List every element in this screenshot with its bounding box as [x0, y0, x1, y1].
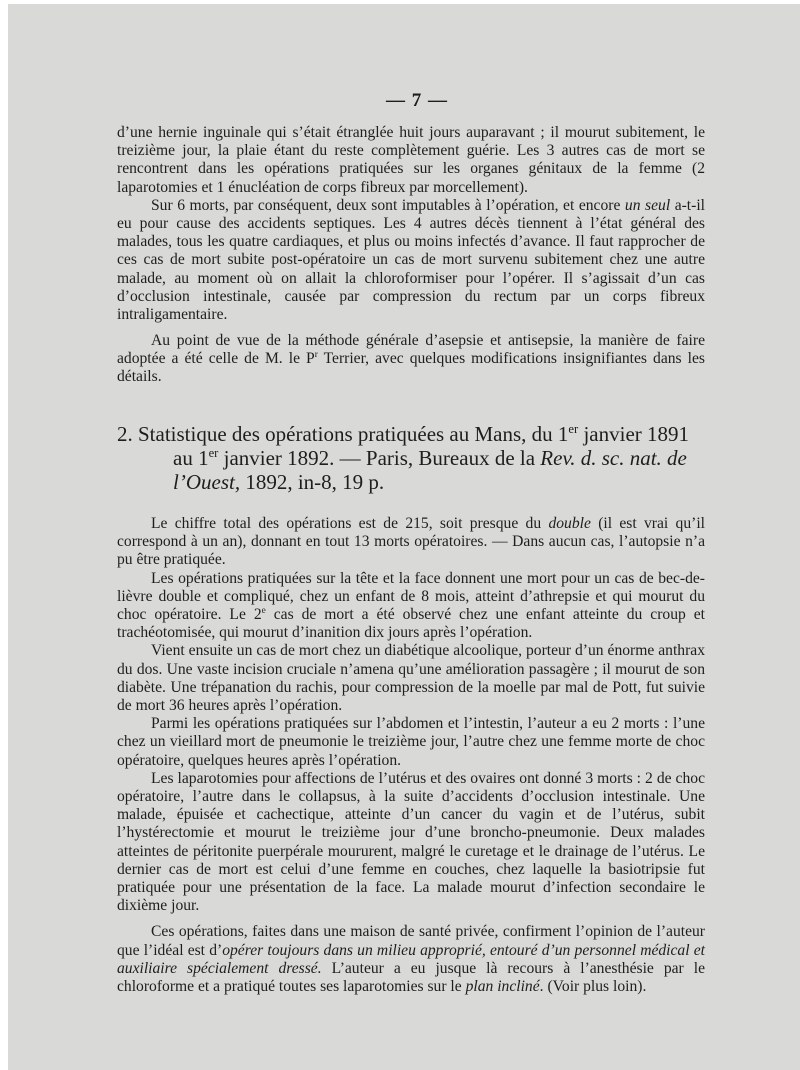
- text-run: (il est vrai qu’il correspond à un an), donnant en tout 13 morts opératoires. — Dans aucun cas, l’autopsie n’a pu être pratiquée.: [117, 515, 705, 569]
- text-run: Le chiffre total des opérations est de 215, soit presque du: [151, 515, 549, 532]
- text-run: janvier 1892. — Paris, Bureaux de la: [218, 446, 541, 470]
- text-run: janvier 1891: [578, 422, 690, 446]
- emphasis-text: un seul: [624, 196, 671, 214]
- text-run: Sur 6 morts, par conséquent, deux sont imputables à l’opération, et encore: [151, 196, 625, 214]
- paragraph-laparotomies: Les laparotomies pour affections de l’utérus et des ovaires ont donné 3 morts : 2 de choc opératoire, l’autre dans le collapsus, à la suite d’accidents d’occlusion intestinale. Une malade, épuisée et cachectique, atteinte d’un cancer du vagin et de l’utérus, subit l’hystérectomie et mourut le treizième jour d’une broncho-pneumonie. Deux malades atteintes de péritonite puerpérale moururent, malgré le curetage et le drainage de l’utérus. Le dernier cas de mort est celui d’une femme en couches, chez laquelle la basiotripsie fut pratiquée pour une présentation de la face. La malade mourut d’infection secondaire le dixième jour.: [117, 769, 705, 915]
- paragraph-asepsie: [117, 332, 705, 387]
- paragraph-tete-face: [117, 570, 705, 643]
- text-block-statistique: [117, 515, 705, 996]
- scanned-page: [8, 4, 800, 1070]
- paragraph-abdomen: Parmi les opérations pratiquées sur l’abdomen et l’intestin, l’auteur a eu 2 morts : l’une chez un vieillard mort de pneumonie le treizième jour, l’autre chez une femme morte de choc opératoire, quelques heures après l’opération.: [117, 715, 705, 769]
- emphasis-text: l’Ouest,: [173, 470, 241, 494]
- text-run: . (Voir plus loin).: [539, 978, 647, 996]
- text-run: 1892, in-8, 19 p.: [240, 470, 385, 494]
- emphasis-text: plan incliné: [465, 978, 540, 996]
- superscript: r: [314, 350, 318, 361]
- text-run: 2. Statistique des opérations pratiquées au Mans, du 1: [117, 422, 569, 446]
- heading-line-1: [117, 422, 717, 446]
- paragraph-six-morts: [117, 197, 705, 324]
- heading-line-3: [117, 470, 717, 494]
- text-run: Les opérations pratiquées sur la tête et la face donnent une mort pour un cas de bec-de-lièvre double et compliqué, chez un enfant de 8 mois, atteint d’athrepsie et qui mourut du choc opératoire. Le 2: [117, 569, 705, 624]
- text-run: au 1: [173, 446, 209, 470]
- superscript: er: [208, 446, 219, 460]
- text-run: a-t-il eu pour cause des accidents septiques. Les 4 autres décès tiennent à l’état général des malades, tous les quatre cardiaques, et plus ou moins infectés d’avance. Il faut rapprocher de ces cas de mort subite post-opératoire un cas de mort survenu subitement chez une autre malade, au moment où on allait la chloroformiser pour l’opérer. Il s’agissait d’un cas d’occlusion intestinale, causée par compression du rectum par un corps fibreux intraligamentaire.: [117, 196, 706, 324]
- text-block-intro: [117, 124, 705, 324]
- superscript: er: [568, 422, 579, 436]
- emphasis-text: opérer toujours dans un milieu approprié, entouré d’un personnel médical et auxiliaire spécialement dressé.: [117, 941, 705, 977]
- text-run: L’auteur a eu jusque là recours à l’anesthésie par le chloroforme et a pratiqué toutes ses laparotomies sur le: [117, 959, 705, 996]
- section-heading: [117, 422, 717, 494]
- paragraph-chiffre-total: [117, 515, 705, 570]
- paragraph-diabetique: Vient ensuite un cas de mort chez un diabétique alcoolique, porteur d’un énorme anthrax du dos. Une vaste incision cruciale n’amena qu’une amélioration passagère ; il mourut de son diabète. Une trépanation du rachis, pour compression de la moelle par mal de Pott, fut suivie de mort 36 heures après l’opération.: [117, 642, 705, 715]
- paragraph-conclusion: [117, 923, 705, 996]
- emphasis-text: Rev. d. sc. nat. de: [540, 446, 687, 470]
- text-run: Au point de vue de la méthode générale d’asepsie et antisepsie, la manière de faire adoptée a été celle de M. le P: [117, 332, 705, 368]
- heading-line-2: [117, 446, 717, 470]
- emphasis-text: double: [548, 515, 591, 532]
- paragraph-gap: [117, 915, 705, 923]
- page-number: — 7 —: [386, 90, 448, 111]
- text-run: Terrier, avec quelques modifications insignifiantes dans les détails.: [117, 350, 705, 386]
- text-block-asepsie: [117, 332, 705, 387]
- text-run: Ces opérations, faites dans une maison de santé privée, confirment l’opinion de l’auteur que l’idéal est d’: [117, 923, 705, 959]
- paragraph-hernie: d’une hernie inguinale qui s’était étranglée huit jours auparavant ; il mourut subitement, le treizième jour, la plaie étant du reste complètement guérie. Les 3 autres cas de mort se rencontrent dans les opérations pratiquées sur les organes génitaux de la femme (2 laparotomies et 1 énucléation de corps fibreux par morcellement).: [117, 124, 705, 196]
- text-run: cas de mort a été observé chez une enfant atteinte du croup et trachéotomisée, qui mourut d’inanition dix jours après l’opération.: [117, 606, 705, 642]
- superscript: e: [261, 605, 266, 616]
